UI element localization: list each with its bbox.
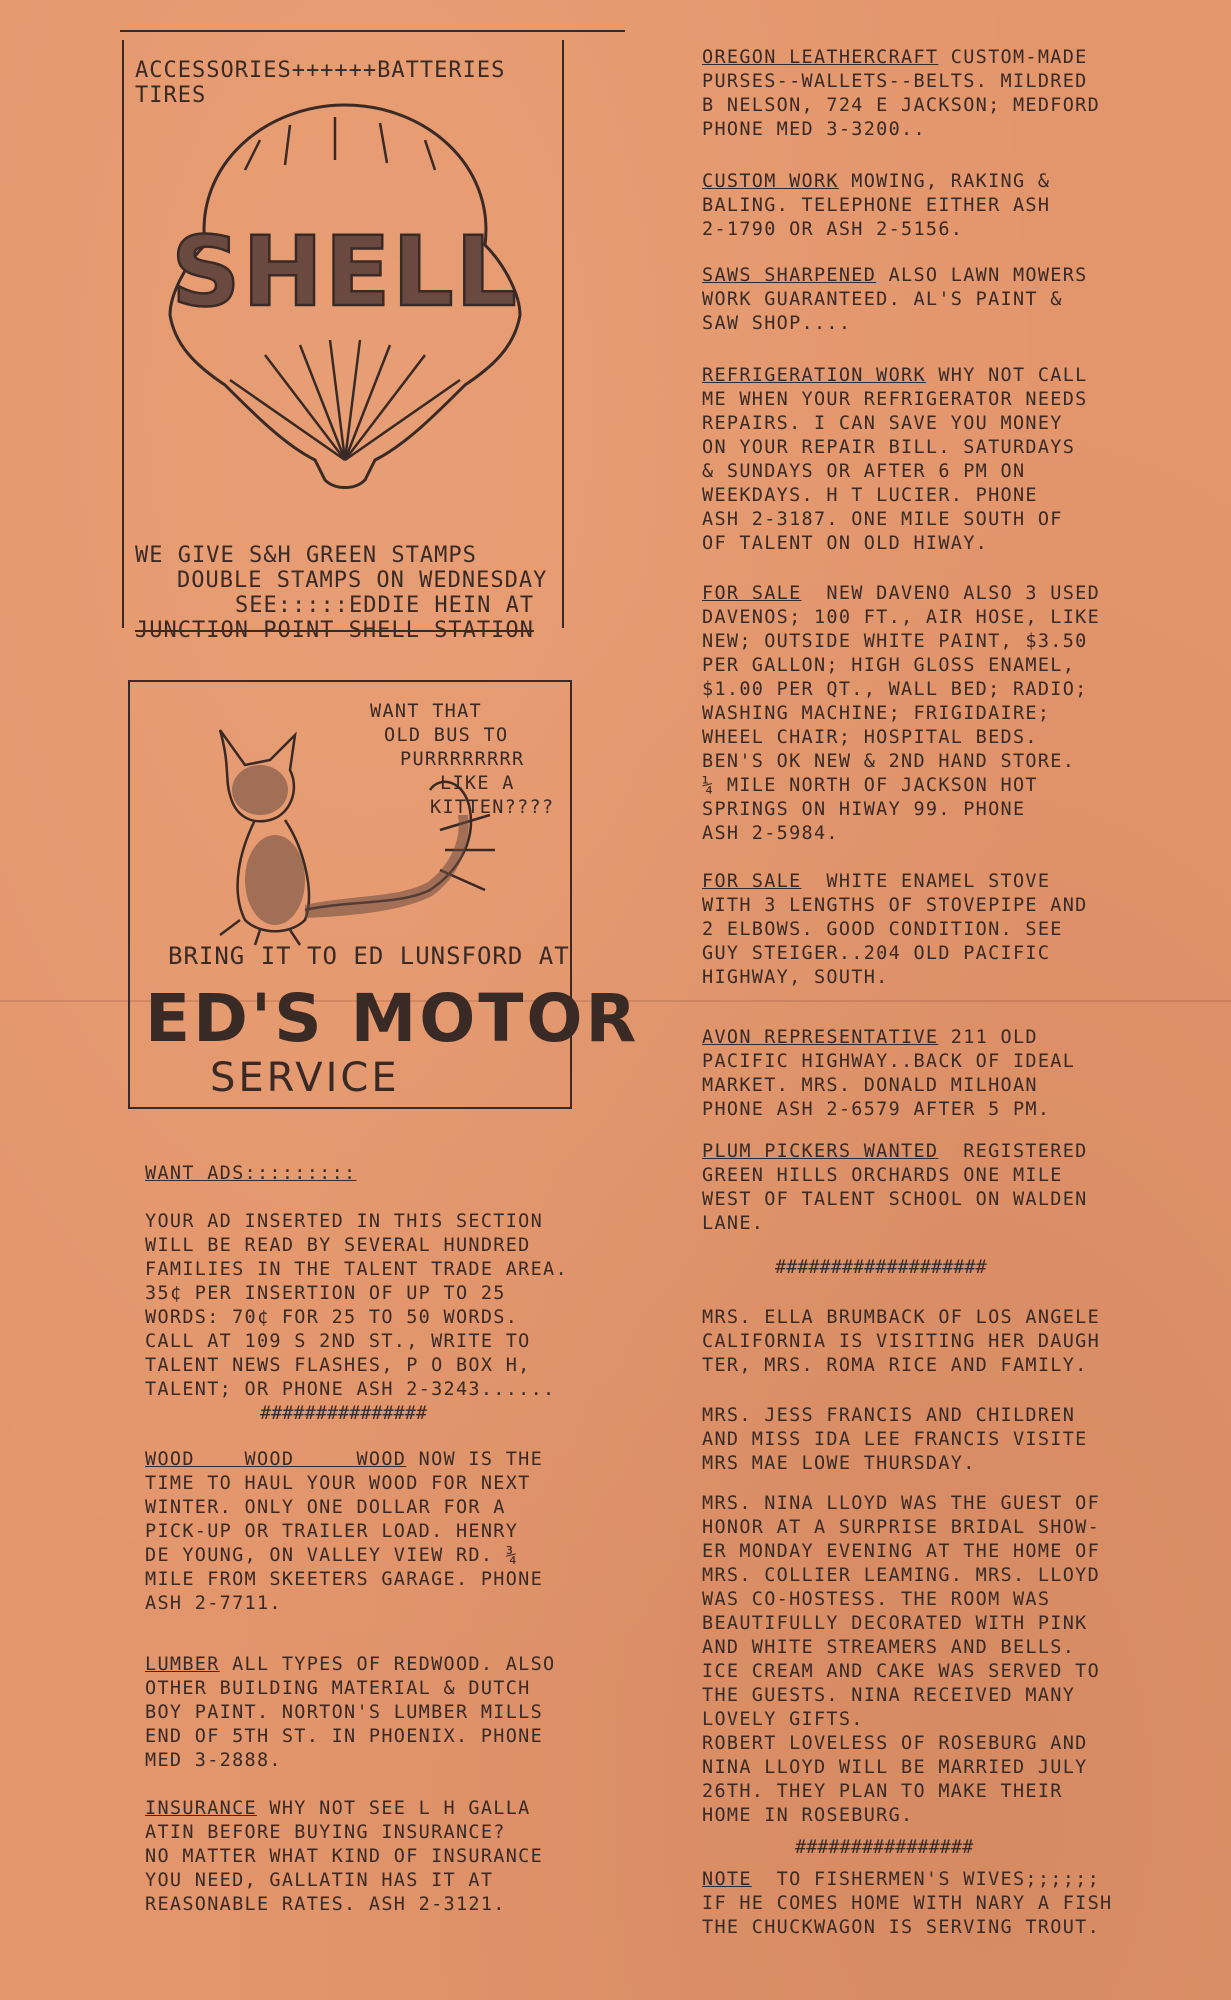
news-line: ER MONDAY EVENING AT THE HOME OF — [702, 1541, 1101, 1562]
leathercraft-line: PURSES--WALLETS--BELTS. MILDRED — [702, 71, 1088, 92]
for-sale-line: ¼ MILE NORTH OF JACKSON HOT — [702, 775, 1038, 796]
leathercraft-heading: OREGON LEATHERCRAFT — [702, 47, 939, 68]
news-line: WAS CO-HOSTESS. THE ROOM WAS — [702, 1589, 1051, 1610]
avon-ad — [702, 1026, 1172, 1122]
avon-line: PACIFIC HIGHWAY..BACK OF IDEAL — [702, 1051, 1076, 1072]
lumber-ad-line: END OF 5TH ST. IN PHOENIX. PHONE — [145, 1726, 544, 1747]
slogan-line-5: KITTEN???? — [430, 797, 555, 818]
for-sale-line: $1.00 PER QT., WALL BED; RADIO; — [702, 679, 1088, 700]
leathercraft-ad — [702, 46, 1172, 142]
want-ads-line: CALL AT 109 S 2ND ST., WRITE TO — [145, 1331, 531, 1352]
news-line: HOME IN ROSEBURG. — [702, 1805, 914, 1826]
custom-work-line: MOWING, RAKING & — [838, 171, 1051, 192]
refrigeration-line: REPAIRS. I CAN SAVE YOU MONEY — [702, 413, 1063, 434]
news-line: ICE CREAM AND CAKE WAS SERVED TO — [702, 1661, 1101, 1682]
leathercraft-line: B NELSON, 724 E JACKSON; MEDFORD — [702, 95, 1101, 116]
news-line: TER, MRS. ROMA RICE AND FAMILY. — [702, 1355, 1088, 1376]
refrigeration-ad — [702, 364, 1172, 556]
for-sale-heading: FOR SALE — [702, 583, 802, 604]
avon-line: PHONE ASH 2-6579 AFTER 5 PM. — [702, 1099, 1051, 1120]
refrigeration-line: OF TALENT ON OLD HIWAY. — [702, 533, 989, 554]
saws-line: ALSO LAWN MOWERS — [876, 265, 1088, 286]
want-ads-section — [145, 1162, 665, 1186]
want-ads-line: YOUR AD INSERTED IN THIS SECTION — [145, 1211, 544, 1232]
for-sale-line: SPRINGS ON HIWAY 99. PHONE — [702, 799, 1026, 820]
insurance-ad-line: ATIN BEFORE BUYING INSURANCE? — [145, 1822, 506, 1843]
lumber-ad-line: ALL TYPES OF REDWOOD. ALSO — [219, 1654, 556, 1675]
wood-ad-line: TIME TO HAUL YOUR WOOD FOR NEXT — [145, 1473, 531, 1494]
wood-ad — [145, 1448, 665, 1616]
saws-ad — [702, 264, 1172, 336]
slogan-line-2: OLD BUS TO — [384, 725, 509, 746]
refrigeration-line: & SUNDAYS OR AFTER 6 PM ON — [702, 461, 1026, 482]
lumber-ad-line: BOY PAINT. NORTON'S LUMBER MILLS — [145, 1702, 544, 1723]
for-sale-line: WHITE ENAMEL STOVE — [801, 871, 1051, 892]
insurance-ad-line: REASONABLE RATES. ASH 2-3121. — [145, 1894, 506, 1915]
lumber-ad — [145, 1653, 665, 1773]
wood-ad-line: NOW IS THE — [406, 1449, 544, 1470]
separator: ############### — [260, 1403, 428, 1424]
ed-motor-title: ED'S MOTOR — [145, 980, 640, 1057]
for-sale-line: ASH 2-5984. — [702, 823, 839, 844]
avon-line: 211 OLD — [938, 1027, 1038, 1048]
shell-stamps-line: WE GIVE S&H GREEN STAMPS — [135, 543, 477, 568]
saws-line: SAW SHOP.... — [702, 313, 852, 334]
shell-double-stamps-line: DOUBLE STAMPS ON WEDNESDAY — [177, 568, 548, 593]
plum-pickers-heading: PLUM PICKERS WANTED — [702, 1141, 939, 1162]
shell-logo-text: SHELL — [171, 216, 519, 328]
separator: ################### — [775, 1257, 987, 1278]
news-line: MRS. NINA LLOYD WAS THE GUEST OF — [702, 1493, 1101, 1514]
for-sale-line: HIGHWAY, SOUTH. — [702, 967, 889, 988]
news-line: THE GUESTS. NINA RECEIVED MANY — [702, 1685, 1076, 1706]
refrigeration-line: WEEKDAYS. H T LUCIER. PHONE — [702, 485, 1038, 506]
note-heading: NOTE — [702, 1869, 752, 1890]
shell-station-line: JUNCTION POINT SHELL STATION — [135, 618, 534, 643]
wood-ad-line: MILE FROM SKEETERS GARAGE. PHONE — [145, 1569, 544, 1590]
note-fishermen — [702, 1868, 1177, 1940]
for-sale-line: 2 ELBOWS. GOOD CONDITION. SEE — [702, 919, 1063, 940]
news-francis — [702, 1404, 1172, 1476]
want-ads-line: TALENT; OR PHONE ASH 2-3243...... — [145, 1379, 556, 1400]
want-ads-line: FAMILIES IN THE TALENT TRADE AREA. — [145, 1259, 568, 1280]
news-line: NINA LLOYD WILL BE MARRIED JULY — [702, 1757, 1088, 1778]
wood-ad-line: DE YOUNG, ON VALLEY VIEW RD. ¾ — [145, 1545, 519, 1566]
news-line: AND MISS IDA LEE FRANCIS VISITE — [702, 1429, 1088, 1450]
plum-pickers-line: REGISTERED — [938, 1141, 1088, 1162]
for-sale-ad-2 — [702, 870, 1172, 990]
insurance-ad-line: YOU NEED, GALLATIN HAS IT AT — [145, 1870, 494, 1891]
want-ads-line: 35¢ PER INSERTION OF UP TO 25 — [145, 1283, 506, 1304]
news-line: 26TH. THEY PLAN TO MAKE THEIR — [702, 1781, 1063, 1802]
slogan-line-4: LIKE A — [440, 773, 515, 794]
for-sale-line: PER GALLON; HIGH GLOSS ENAMEL, — [702, 655, 1076, 676]
wood-ad-heading: WOOD WOOD WOOD — [145, 1449, 407, 1470]
refrigeration-line: WHY NOT CALL — [925, 365, 1088, 386]
separator: ################ — [795, 1837, 974, 1858]
insurance-ad-heading: INSURANCE — [145, 1798, 257, 1819]
custom-work-line: BALING. TELEPHONE EITHER ASH — [702, 195, 1051, 216]
want-ads-heading: WANT ADS::::::::: — [145, 1163, 357, 1184]
news-line: CALIFORNIA IS VISITING HER DAUGH — [702, 1331, 1101, 1352]
news-line: ROBERT LOVELESS OF ROSEBURG AND — [702, 1733, 1088, 1754]
for-sale-line: DAVENOS; 100 FT., AIR HOSE, LIKE — [702, 607, 1101, 628]
lumber-ad-line: MED 3-2888. — [145, 1750, 282, 1771]
for-sale-line: WHEEL CHAIR; HOSPITAL BEDS. — [702, 727, 1038, 748]
plum-pickers-ad — [702, 1140, 1172, 1236]
news-line: HONOR AT A SURPRISE BRIDAL SHOW- — [702, 1517, 1101, 1538]
news-line: MRS. COLLIER LEAMING. MRS. LLOYD — [702, 1565, 1101, 1586]
note-line: THE CHUCKWAGON IS SERVING TROUT. — [702, 1917, 1101, 1938]
custom-work-line: 2-1790 OR ASH 2-5156. — [702, 219, 964, 240]
for-sale-line: GUY STEIGER..204 OLD PACIFIC — [702, 943, 1051, 964]
plum-pickers-line: GREEN HILLS ORCHARDS ONE MILE — [702, 1165, 1063, 1186]
leathercraft-line: PHONE MED 3-3200.. — [702, 119, 926, 140]
slogan-line-3: PURRRRRRRR — [400, 749, 525, 770]
lumber-ad-heading: LUMBER — [145, 1654, 220, 1675]
refrigeration-line: ASH 2-3187. ONE MILE SOUTH OF — [702, 509, 1063, 530]
wood-ad-line: WINTER. ONLY ONE DOLLAR FOR A — [145, 1497, 506, 1518]
plum-pickers-line: WEST OF TALENT SCHOOL ON WALDEN — [702, 1189, 1088, 1210]
shell-logo — [135, 95, 555, 535]
ed-motor-slogan — [370, 700, 590, 820]
want-ads-line: TALENT NEWS FLASHES, P O BOX H, — [145, 1355, 531, 1376]
news-line: MRS MAE LOWE THURSDAY. — [702, 1453, 976, 1474]
news-line: MRS. ELLA BRUMBACK OF LOS ANGELE — [702, 1307, 1101, 1328]
saws-line: WORK GUARANTEED. AL'S PAINT & — [702, 289, 1063, 310]
shell-tires-line: TIRES — [135, 83, 207, 108]
for-sale-line: BEN'S OK NEW & 2ND HAND STORE. — [702, 751, 1076, 772]
insurance-ad-line: NO MATTER WHAT KIND OF INSURANCE — [145, 1846, 544, 1867]
shell-see-line: SEE:::::EDDIE HEIN AT — [235, 593, 535, 618]
for-sale-line: NEW DAVENO ALSO 3 USED — [801, 583, 1101, 604]
news-line: LOVELY GIFTS. — [702, 1709, 864, 1730]
news-brumback — [702, 1306, 1172, 1378]
refrigeration-heading: REFRIGERATION WORK — [702, 365, 926, 386]
want-ads-body — [145, 1210, 665, 1426]
saws-heading: SAWS SHARPENED — [702, 265, 877, 286]
custom-work-heading: CUSTOM WORK — [702, 171, 839, 192]
lumber-ad-line: OTHER BUILDING MATERIAL & DUTCH — [145, 1678, 531, 1699]
note-line: TO FISHERMEN'S WIVES;;;;;; — [751, 1869, 1101, 1890]
news-line: MRS. JESS FRANCIS AND CHILDREN — [702, 1405, 1076, 1426]
refrigeration-line: ON YOUR REPAIR BILL. SATURDAYS — [702, 437, 1076, 458]
news-line: BEAUTIFULLY DECORATED WITH PINK — [702, 1613, 1088, 1634]
for-sale-ad-1 — [702, 582, 1172, 846]
shell-accessories-line: ACCESSORIES++++++BATTERIES — [135, 58, 506, 83]
leathercraft-line: CUSTOM-MADE — [938, 47, 1088, 68]
for-sale-line: WITH 3 LENGTHS OF STOVEPIPE AND — [702, 895, 1088, 916]
top-rule — [120, 30, 625, 32]
shell-ad-footer — [135, 543, 565, 643]
plum-pickers-line: LANE. — [702, 1213, 765, 1234]
wood-ad-line: ASH 2-7711. — [145, 1593, 282, 1614]
ed-bring-line: BRING IT TO ED LUNSFORD AT — [168, 942, 570, 970]
for-sale-heading: FOR SALE — [702, 871, 802, 892]
for-sale-line: WASHING MACHINE; FRIGIDAIRE; — [702, 703, 1051, 724]
want-ads-line: WORDS: 70¢ FOR 25 TO 50 WORDS. — [145, 1307, 519, 1328]
custom-work-ad — [702, 170, 1172, 242]
news-lloyd-shower — [702, 1492, 1172, 1828]
insurance-ad-line: WHY NOT SEE L H GALLA — [256, 1798, 531, 1819]
want-ads-line: WILL BE READ BY SEVERAL HUNDRED — [145, 1235, 531, 1256]
ed-service-title: SERVICE — [210, 1055, 400, 1101]
insurance-ad — [145, 1797, 665, 1917]
wood-ad-line: PICK-UP OR TRAILER LOAD. HENRY — [145, 1521, 519, 1542]
avon-line: MARKET. MRS. DONALD MILHOAN — [702, 1075, 1038, 1096]
for-sale-line: NEW; OUTSIDE WHITE PAINT, $3.50 — [702, 631, 1088, 652]
news-line: AND WHITE STREAMERS AND BELLS. — [702, 1637, 1076, 1658]
note-line: IF HE COMES HOME WITH NARY A FISH — [702, 1893, 1113, 1914]
slogan-line-1: WANT THAT — [370, 701, 482, 722]
avon-heading: AVON REPRESENTATIVE — [702, 1027, 939, 1048]
refrigeration-line: ME WHEN YOUR REFRIGERATOR NEEDS — [702, 389, 1088, 410]
